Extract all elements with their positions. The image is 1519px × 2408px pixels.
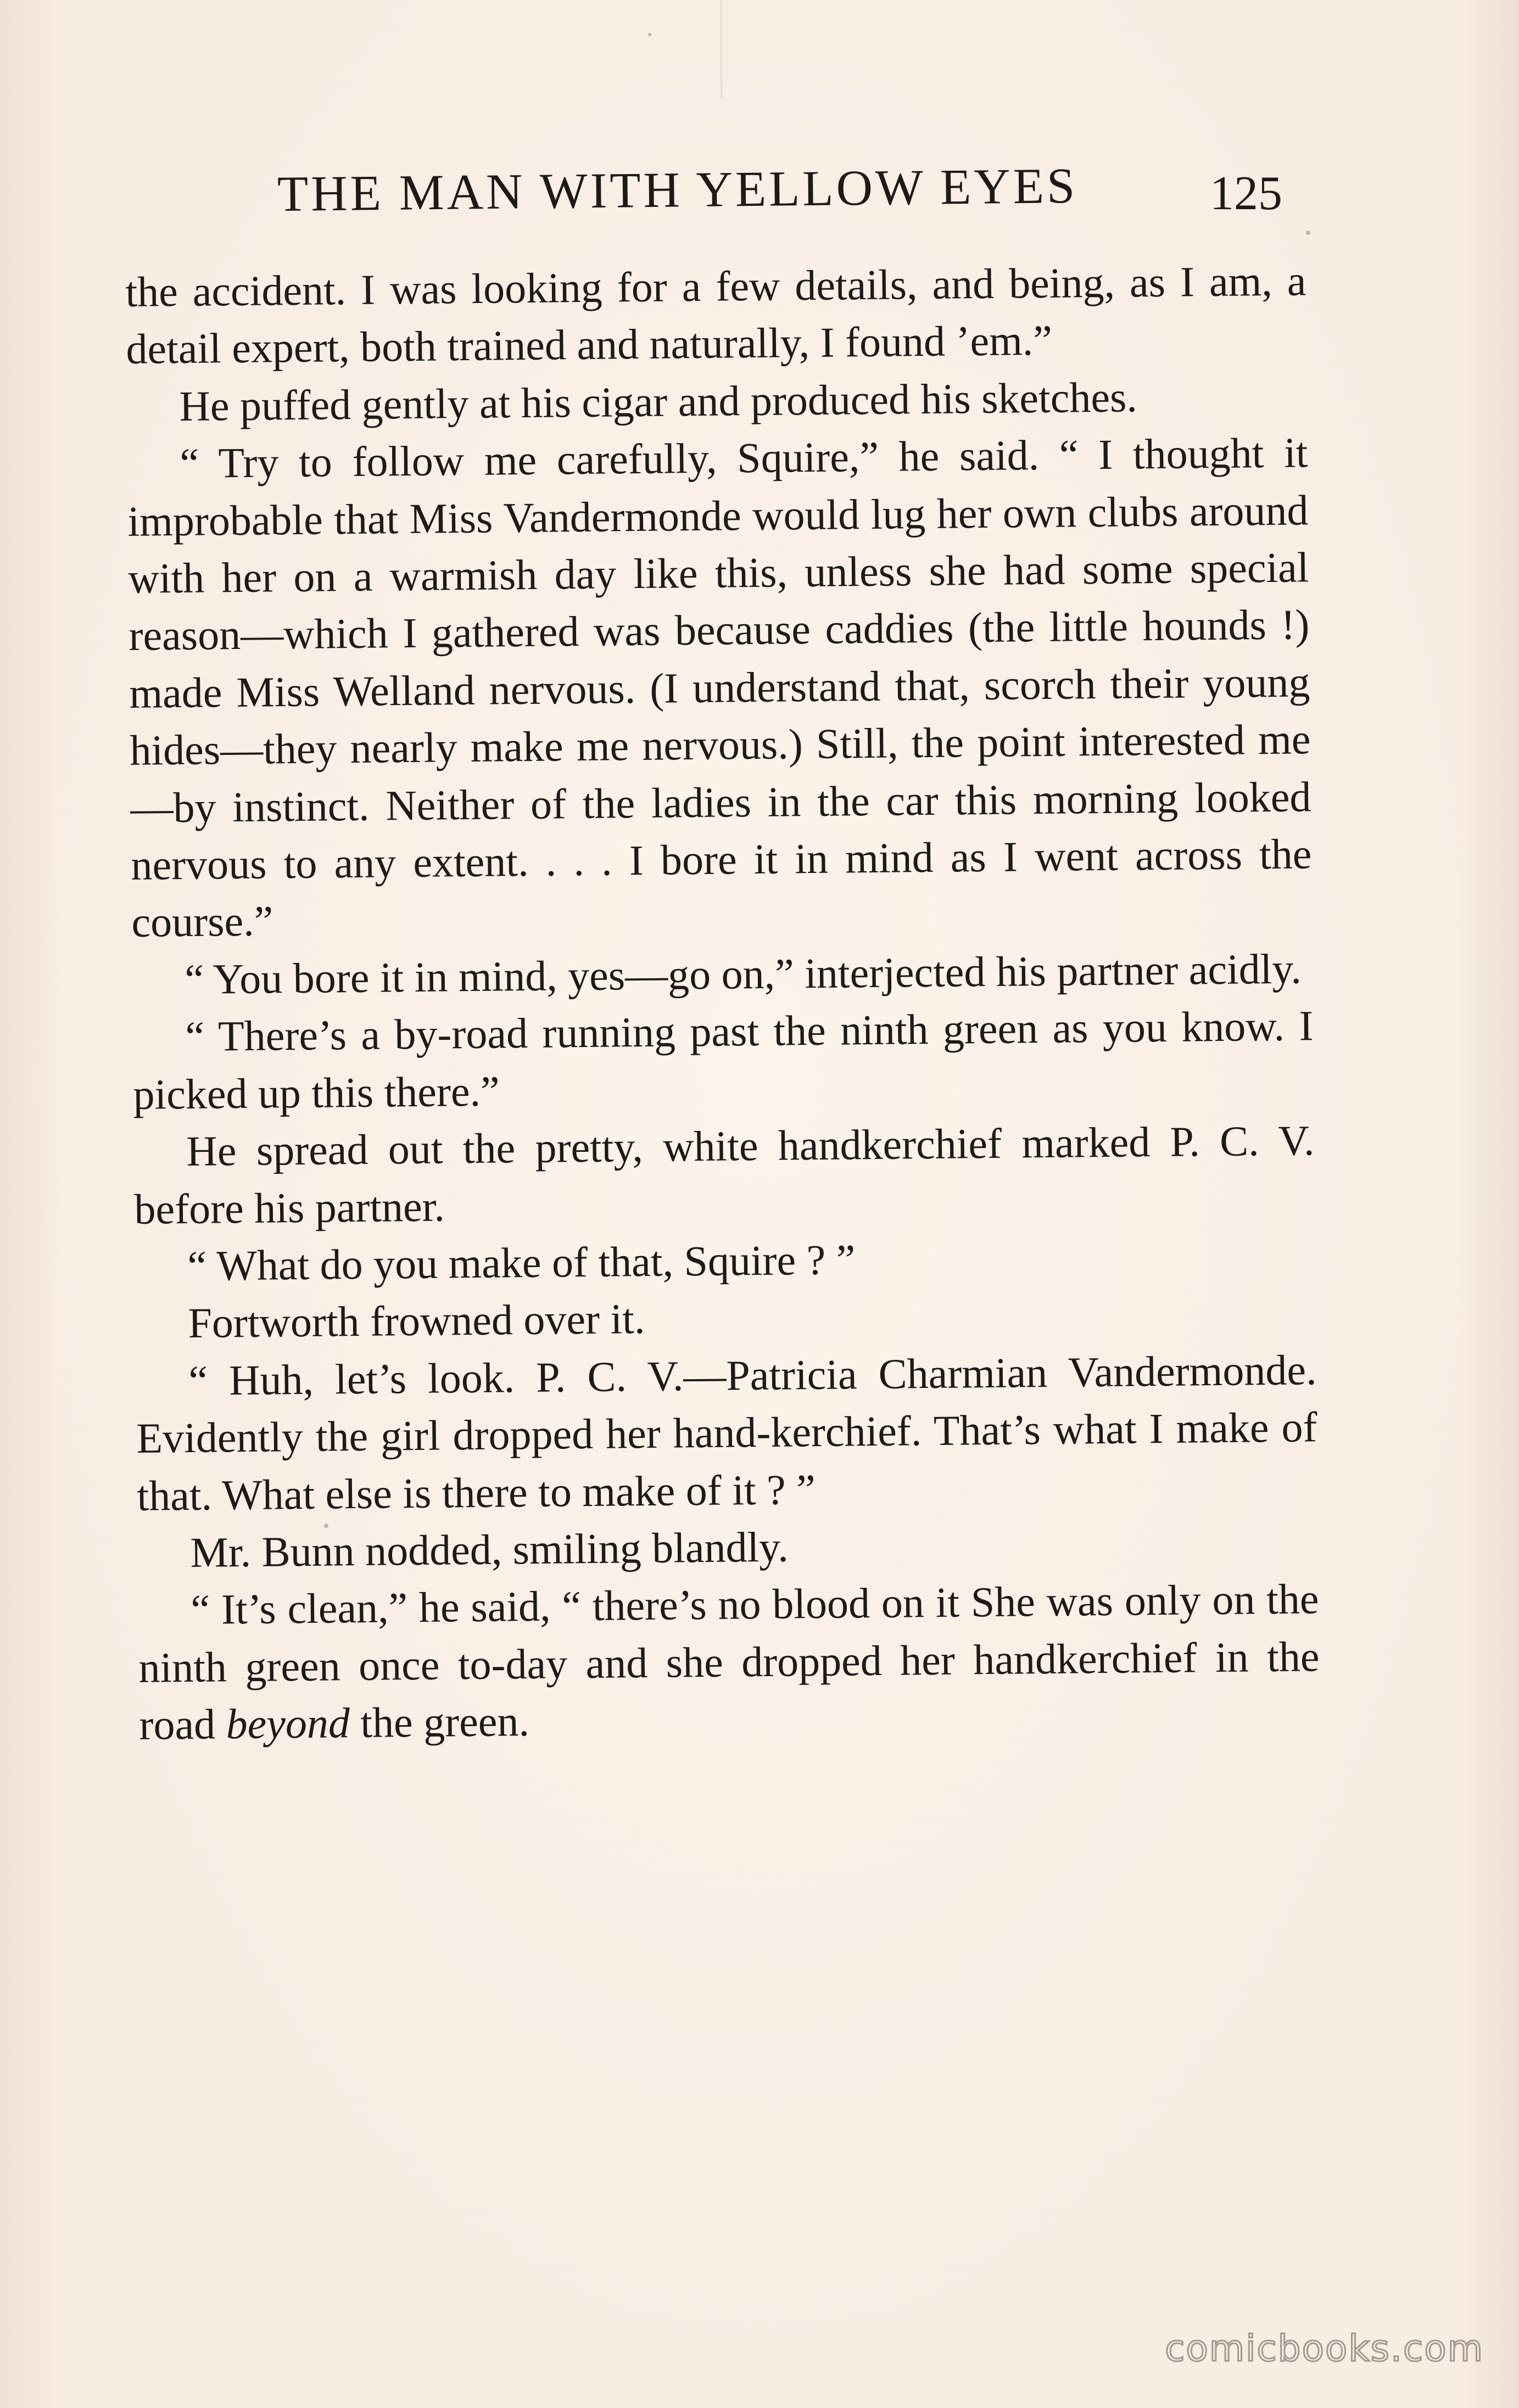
- paragraph-text: the green.: [349, 1697, 530, 1747]
- paragraph: the accident. I was looking for a few details, and being, as I am, a detail expert, both trained and naturally, I found ’em.”: [125, 256, 1306, 373]
- page-header: [277, 154, 1293, 236]
- paragraph: Fortworth frowned over it.: [188, 1295, 645, 1347]
- paragraph: “ Try to follow me carefully, Squire,” he said. “ I thought it improbable that Miss Vandermonde would lug her own clubs around with her on a warmish day like this, unless she had some special reason—which I gathered was because caddies (the little hounds !) made Miss Welland nervous. (I understand that, scorch their young hides—they nearly make me nervous.) Still, the point interested me—by instinct. Neither of the ladies in the car this morning looked nervous to any extent. . . . I bore it in mind as I went across the course.”: [127, 428, 1312, 947]
- paragraph: “ There’s a by-road running past the ninth green as you know. I picked up this there.”: [133, 1001, 1314, 1118]
- running-head: THE MAN WITH YELLOW EYES: [277, 157, 1078, 222]
- body-text: [125, 252, 1320, 1754]
- paragraph: “ Huh, let’s look. P. C. V.—Patricia Charmian Vandermonde. Evidently the girl dropped her hand-kerchief. That’s what I make of that. What else is there to make of it ? ”: [136, 1345, 1317, 1520]
- paragraph: “ You bore it in mind, yes—go on,” interjected his partner acidly.: [185, 944, 1302, 1003]
- italic-emphasis: beyond: [226, 1699, 350, 1748]
- page-number: 125: [1210, 167, 1282, 220]
- paragraph: [138, 1571, 1320, 1754]
- page-crease: [721, 0, 722, 99]
- paragraph: Mr. Bunn nodded, smiling blandly.: [190, 1522, 789, 1576]
- paper-speck: [324, 1524, 328, 1528]
- paragraph: He puffed gently at his cigar and produced his sketches.: [179, 373, 1138, 430]
- watermark: comicbooks.com: [1165, 2327, 1484, 2370]
- paragraph-text: “ It’s clean,” he said, “ there’s no blood on it She was only on the ninth green once to-day and she dropped her handkerchief in the road: [138, 1575, 1320, 1749]
- paper-speck: [1306, 231, 1310, 235]
- paragraph: He spread out the pretty, white handkerchief marked P. C. V. before his partner.: [134, 1116, 1315, 1233]
- paper-speck: [648, 33, 651, 36]
- paragraph: “ What do you make of that, Squire ? ”: [187, 1235, 856, 1290]
